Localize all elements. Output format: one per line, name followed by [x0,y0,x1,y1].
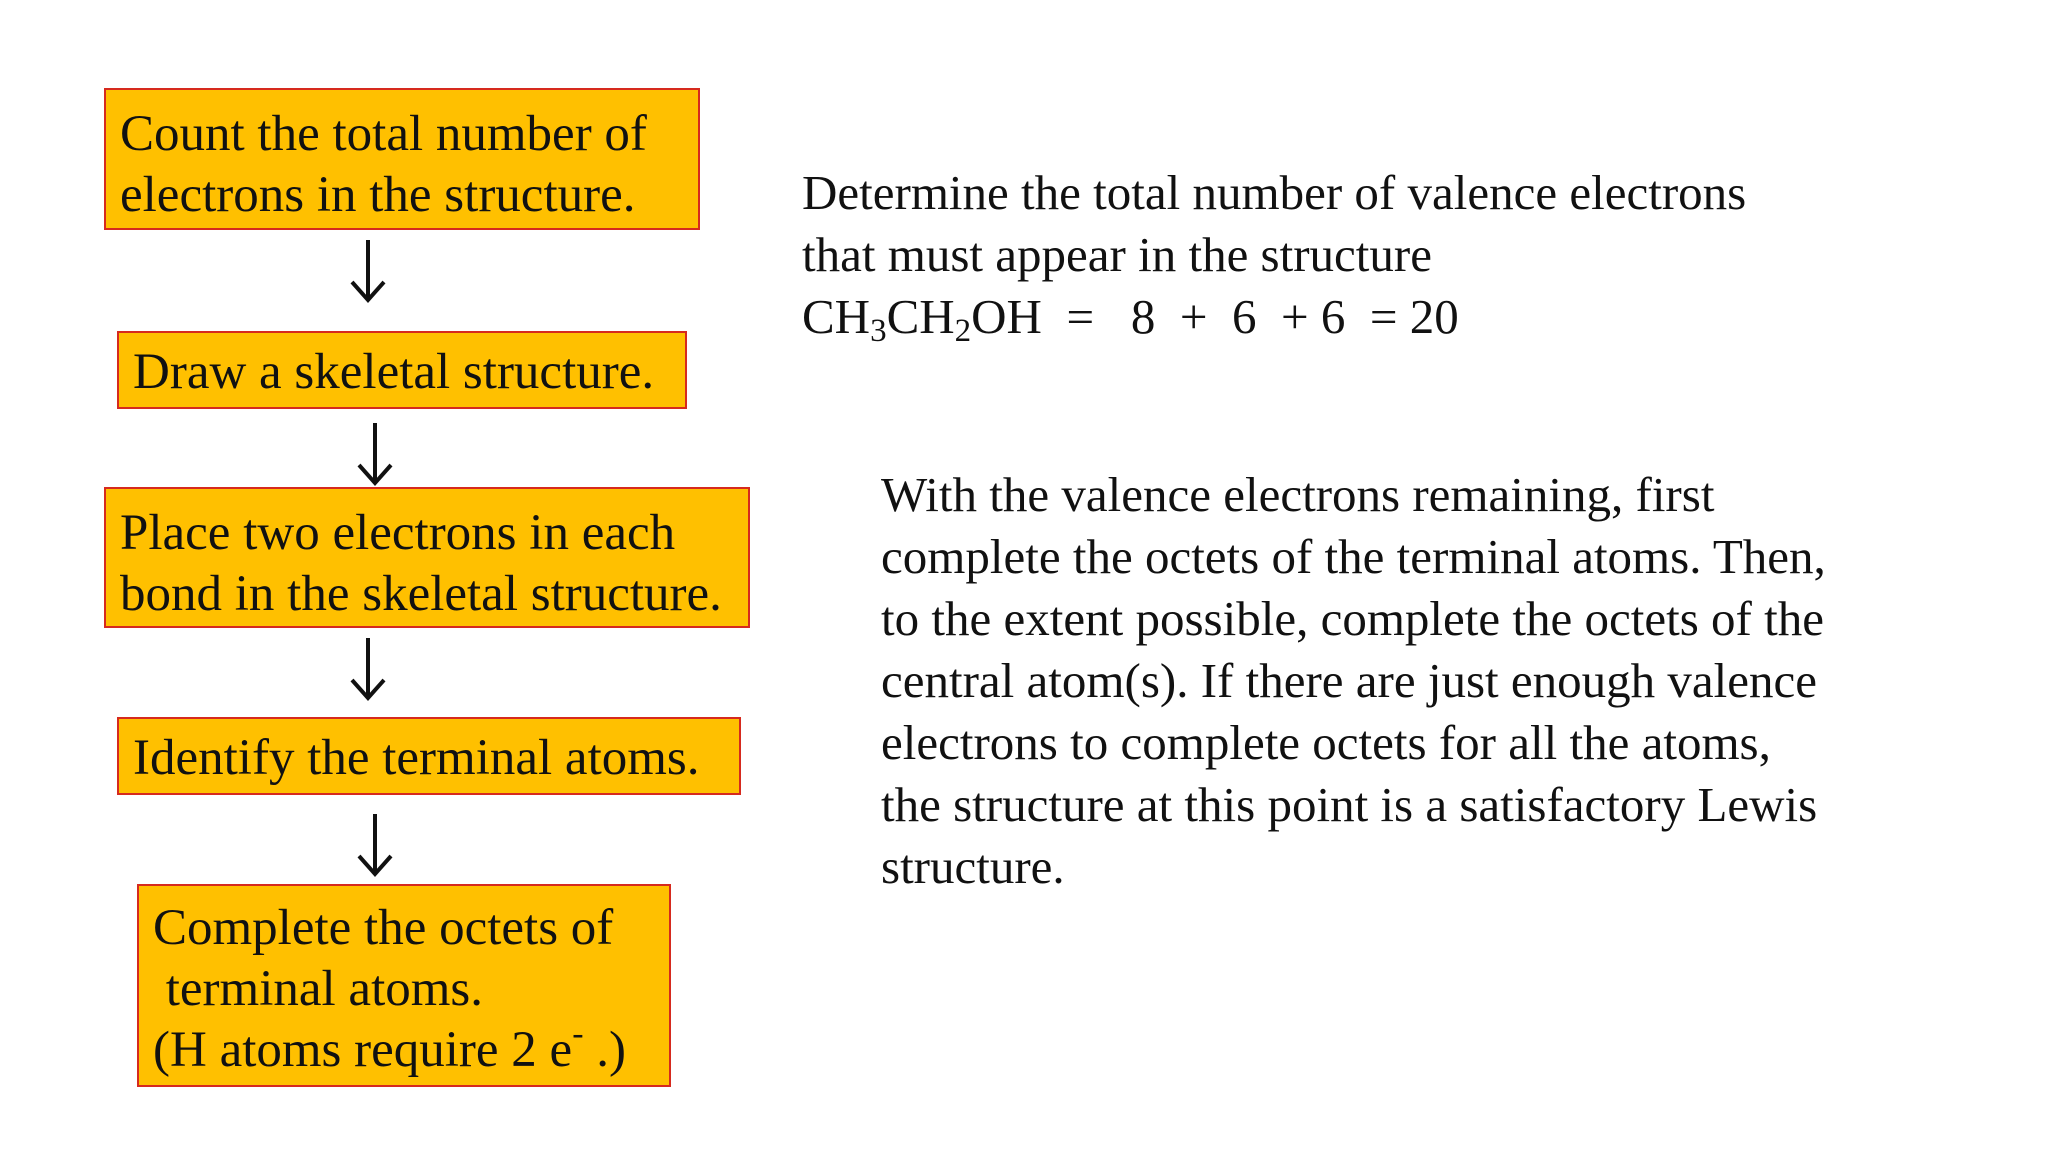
step-text-line [153,1015,655,1086]
ethanol-electron-formula [802,286,1459,354]
step-text-line: Complete the octets of [153,900,614,956]
step-text-line: bond in the skeletal structure. [120,566,722,622]
formula-part: CH [802,289,871,344]
text-line: central atom(s). If there are just enough valence [881,653,1818,708]
formula-part: OH [971,289,1042,344]
text-line: structure. [881,839,1065,894]
octet-completion-description [881,464,1826,898]
step-count-electrons [104,88,700,230]
text-line: that must appear in the structure [802,227,1432,282]
step-draw-skeletal [117,331,687,409]
text-line: Determine the total number of valence electrons [802,165,1747,220]
electron-superscript: - [572,1015,584,1052]
text-line: With the valence electrons remaining, first [881,467,1715,522]
step-text-line: Identify the terminal atoms. [133,730,700,786]
step-text-line: electrons in the structure. [120,167,636,223]
formula-subscript: 2 [954,313,972,349]
step-identify-terminal [117,717,741,795]
text-line: electrons to complete octets for all the atoms, [881,715,1771,770]
valence-count-description [802,162,1746,286]
down-arrow-icon [338,236,398,306]
down-arrow-icon [338,634,398,704]
step-text-fragment: .) [583,1022,626,1078]
down-arrow-icon [345,419,405,489]
down-arrow-icon [345,810,405,880]
step-text-line: Draw a skeletal structure. [133,344,655,400]
step-place-electrons [104,487,750,628]
text-line: to the extent possible, complete the octets of the [881,591,1824,646]
step-text-line: Place two electrons in each [120,505,676,561]
formula-part: CH [886,289,955,344]
step-text-fragment: (H atoms require 2 e [153,1022,573,1078]
step-complete-octets [137,884,671,1087]
text-line: complete the octets of the terminal atoms. Then, [881,529,1826,584]
text-line: the structure at this point is a satisfactory Lewis [881,777,1818,832]
step-text-line: terminal atoms. [153,961,484,1017]
formula-equation: = 8 + 6 + 6 = 20 [1041,289,1459,344]
step-text-line: Count the total number of [120,106,647,162]
formula-subscript: 3 [870,313,887,349]
